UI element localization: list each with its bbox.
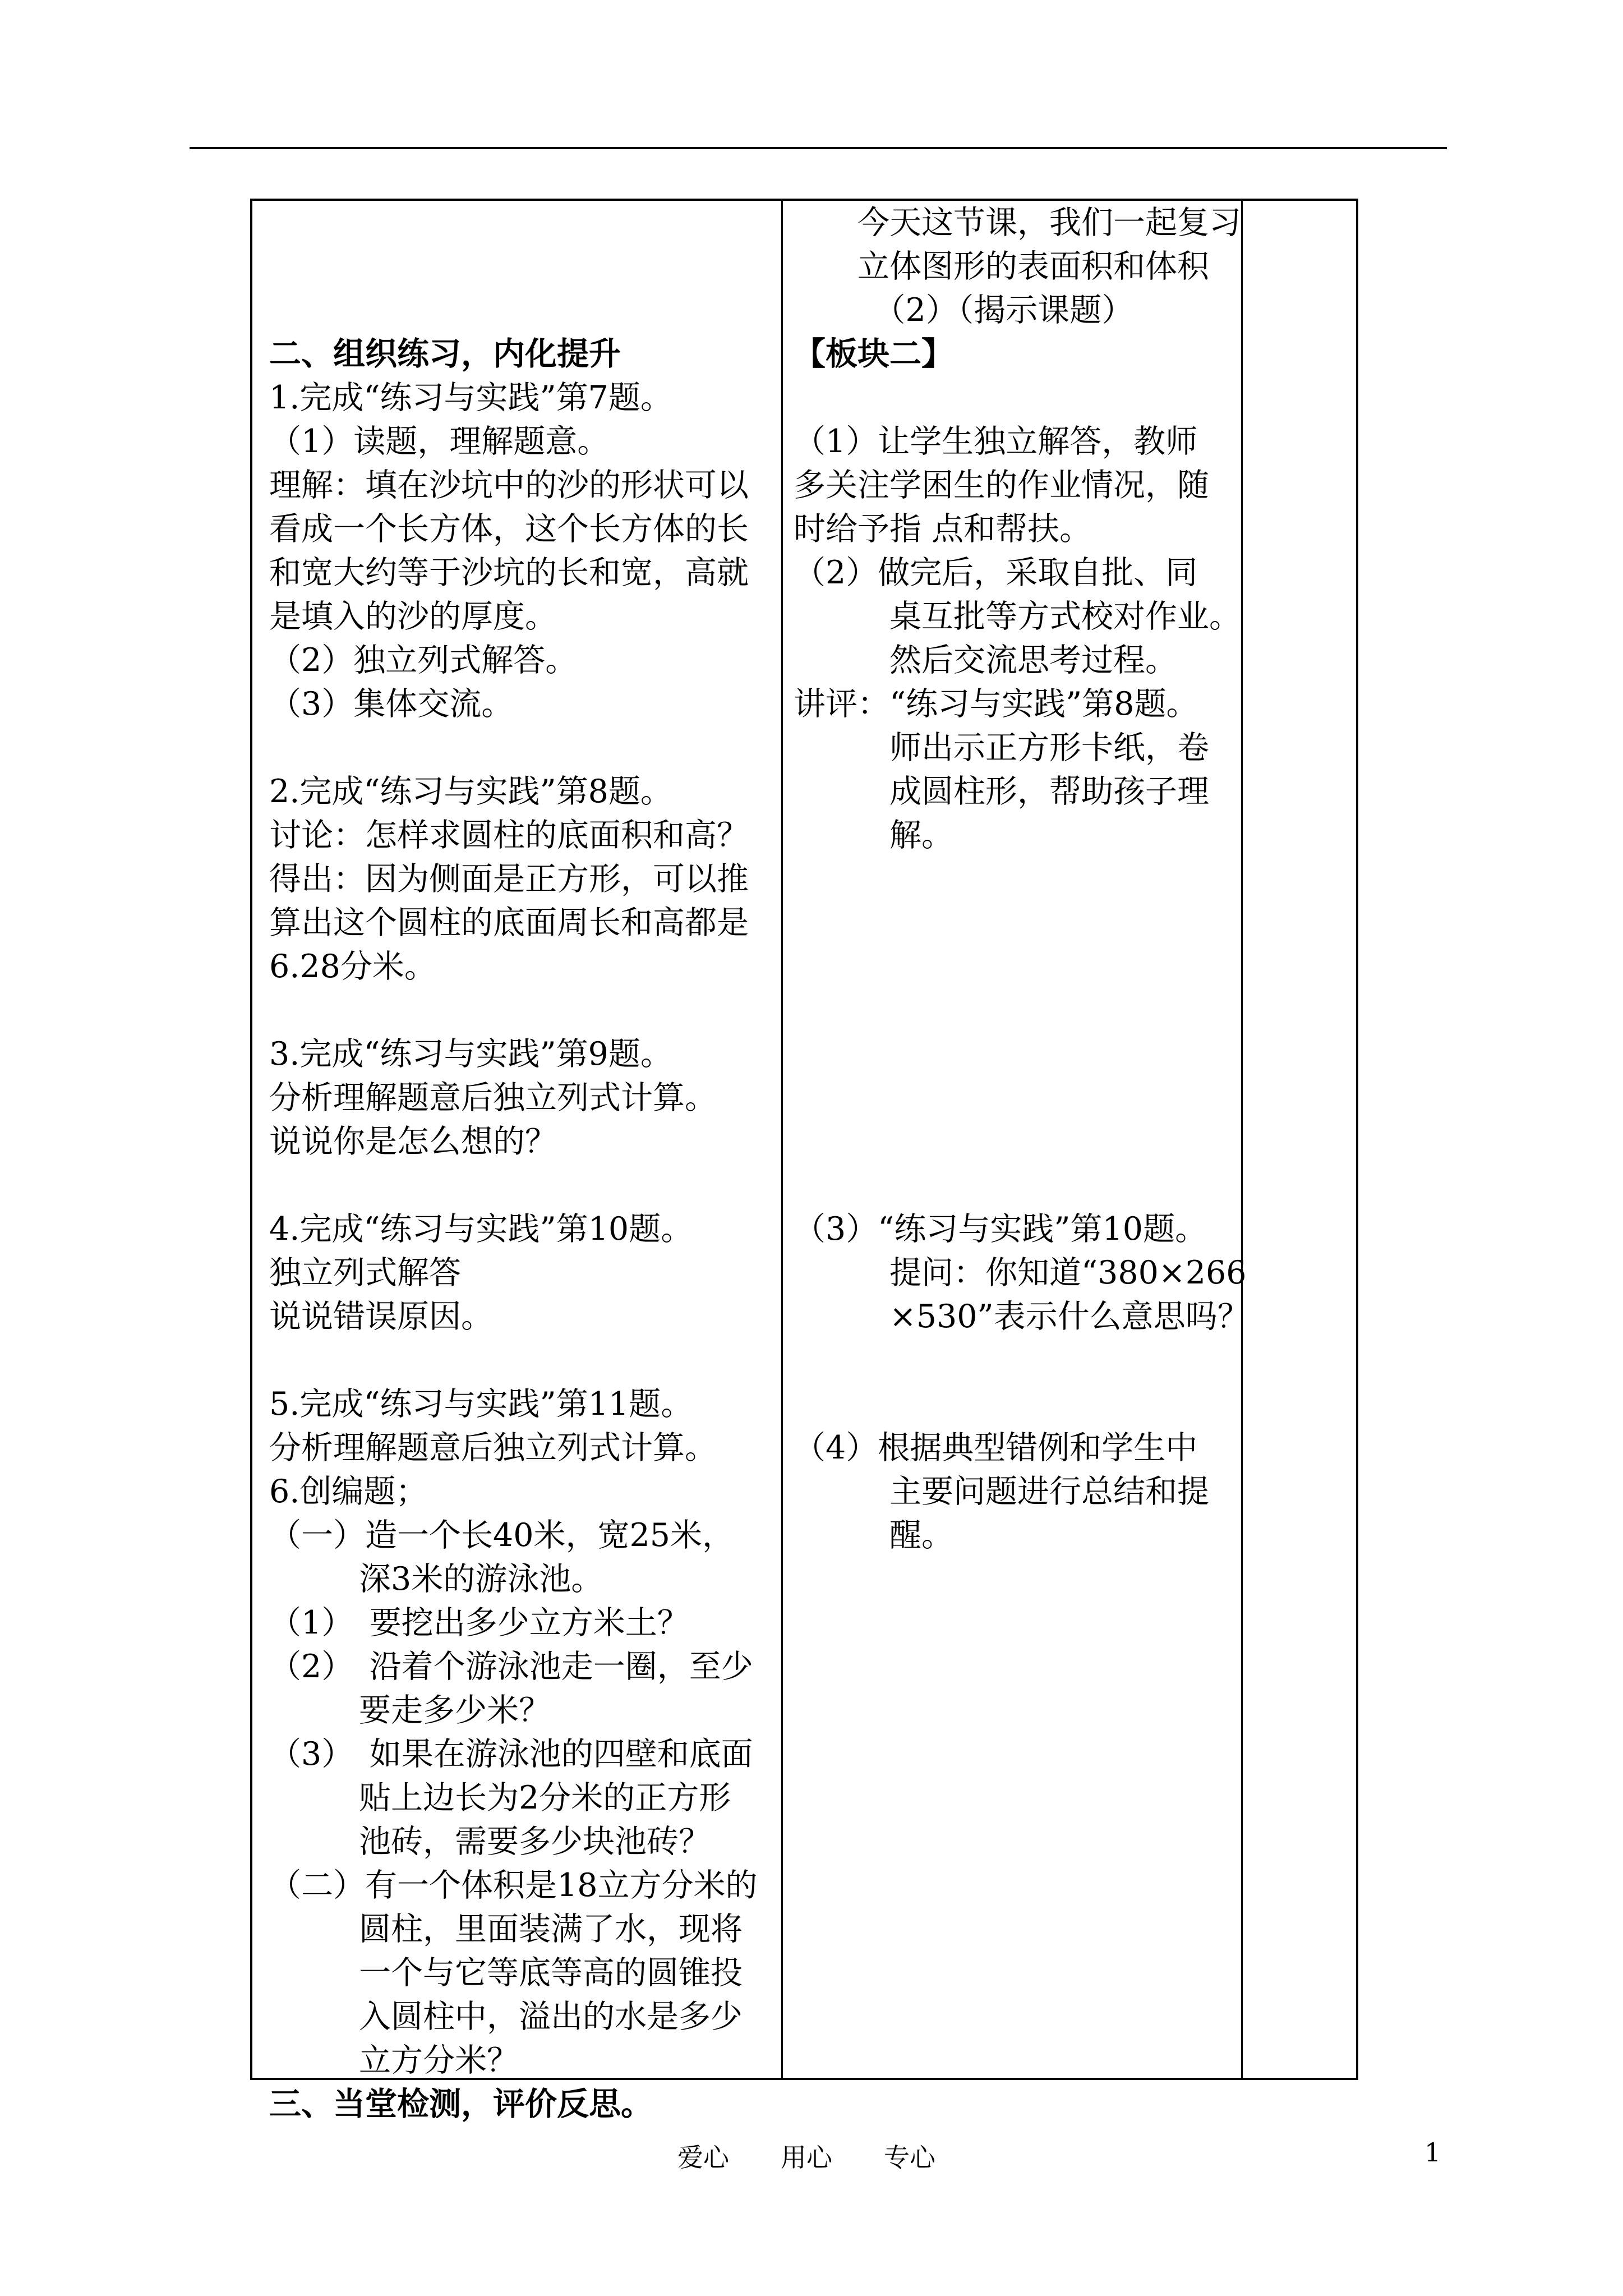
content-line: 2.完成“练习与实践”第8题。 [269,773,672,810]
note-line [794,988,1475,1032]
note-line: （1）让学生独立解答，教师 [794,423,1198,460]
content-line: 独立列式解答 [269,1254,461,1291]
note-line: ×530”表示什么意思吗？ [794,1298,1249,1335]
content-line [269,988,785,1032]
note-line: 醒。 [794,1517,953,1554]
content-line: 和宽大约等于沙坑的长和宽，高就 [269,554,749,591]
header-rule [190,147,1447,149]
note-line [794,1163,1475,1207]
note-line [794,945,1475,988]
content-line: （一）造一个长40米，宽25米， [269,1517,735,1554]
content-line [269,1338,785,1382]
content-line: 讨论：怎样求圆柱的底面积和高？ [269,817,749,854]
footer-motto: 爱心 用心 专心 [677,2142,935,2173]
note-line: （2）（揭示课题） [794,292,1134,329]
content-line: 6.28分米。 [269,948,436,985]
note-line: 多关注学困生的作业情况，随 [794,467,1209,504]
note-line: 提问：你知道“380×266 [794,1254,1247,1291]
note-line: 立体图形的表面积和体积 [794,248,1209,285]
content-line: 算出这个圆柱的底面周长和高都是 [269,904,749,941]
content-line: 5.完成“练习与实践”第11题。 [269,1386,693,1423]
content-line: 池砖，需要多少块池砖？ [359,1823,711,1860]
note-line [794,1338,1475,1382]
note-line: 桌互批等方式校对作业。 [794,598,1241,635]
content-line: 4.完成“练习与实践”第10题。 [269,1211,693,1248]
content-line: （1） 要挖出多少立方米土？ [269,1604,689,1641]
note-line: 时给予指 点和帮扶。 [794,510,1092,547]
note-line: 成圆柱形，帮助孩子理 [794,773,1209,810]
note-line: 【板块二】 [794,335,953,372]
content-line: （3）集体交流。 [269,685,514,723]
note-line [794,1032,1475,1076]
content-line: 贴上边长为2分米的正方形 [359,1779,731,1816]
content-line: 三、当堂检测，评价反思。 [269,2085,653,2123]
note-line: 然后交流思考过程。 [794,642,1177,679]
content-line: 要走多少米？ [359,1692,551,1729]
content-line: 说说错误原因。 [269,1298,493,1335]
content-line: 圆柱，里面装满了水，现将 [359,1911,743,1948]
content-line: （2）独立列式解答。 [269,642,578,679]
note-line: （3）“练习与实践”第10题。 [794,1211,1207,1248]
content-line: 二、组织练习，内化提升 [269,335,621,372]
content-line: 6.创编题； [269,1473,428,1510]
content-line [269,245,785,288]
content-line: 分析理解题意后独立列式计算。 [269,1079,717,1116]
content-line [269,726,785,770]
note-line [794,1120,1475,1163]
content-line: （1）读题，理解题意。 [269,423,610,460]
content-line [269,1163,785,1207]
content-line: （3） 如果在游泳池的四壁和底面 [269,1736,753,1773]
content-line: 深3米的游泳池。 [359,1561,603,1598]
note-line: 讲评：“练习与实践”第8题。 [794,685,1198,723]
content-line: 1.完成“练习与实践”第7题。 [269,379,672,416]
content-line: （二）有一个体积是18立方分米的 [269,1867,758,1904]
note-line: 解。 [794,817,953,854]
note-line: 师出示正方形卡纸，卷 [794,729,1209,766]
content-line: 说说你是怎么想的？ [269,1123,557,1160]
content-line: 一个与它等底等高的圆锥投 [359,1954,743,1991]
content-line: 理解：填在沙坑中的沙的形状可以 [269,467,749,504]
content-line: 分析理解题意后独立列式计算。 [269,1429,717,1466]
lesson-table [250,199,1358,2123]
note-line [794,857,1475,901]
page-number: 1 [1424,2137,1441,2168]
content-line: 得出：因为侧面是正方形，可以推 [269,861,749,898]
content-line: 3.完成“练习与实践”第9题。 [269,1036,672,1073]
content-line [269,288,785,332]
teaching-notes-column [794,201,1475,1557]
note-line: （2）做完后，采取自批、同 [794,554,1198,591]
content-line: 看成一个长方体，这个长方体的长 [269,510,749,547]
content-line: 立方分米？ [359,2042,519,2079]
note-line: 主要问题进行总结和提 [794,1473,1209,1510]
note-line: 今天这节课，我们一起复习 [794,204,1241,241]
content-line: 入圆柱中，溢出的水是多少 [359,1998,743,2035]
content-line: （2） 沿着个游泳池走一圈，至少 [269,1648,753,1685]
teaching-content-column [269,201,785,2126]
note-line [794,1382,1475,1426]
note-line [794,376,1475,420]
note-line: （4）根据典型错例和学生中 [794,1429,1198,1466]
content-line [269,201,785,245]
note-line [794,1076,1475,1120]
note-line [794,901,1475,945]
content-line: 是填入的沙的厚度。 [269,598,557,635]
